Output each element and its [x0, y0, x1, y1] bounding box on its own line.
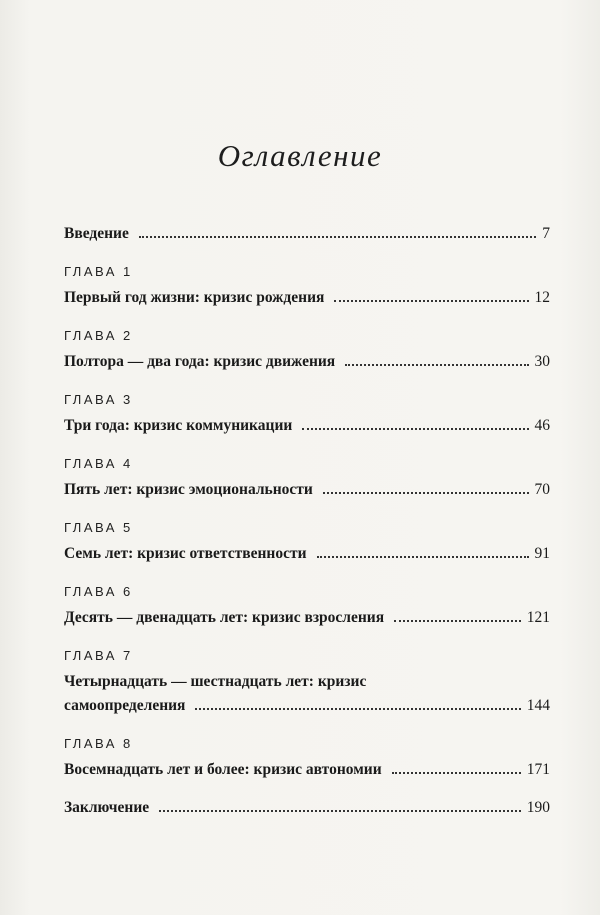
page-number: 91: [534, 545, 550, 562]
toc-entry-chapter-3[interactable]: [64, 414, 550, 438]
page-number: 30: [534, 353, 550, 370]
entry-title: Пять лет: кризис эмоциональности: [64, 481, 313, 498]
entry-title-line-1[interactable]: Четырнадцать — шестнадцать лет: кризис: [64, 673, 367, 690]
entry-title-line-2: самоопределения: [64, 697, 186, 714]
chapter-label-8: ГЛАВА 8: [64, 736, 133, 751]
entry-title: Восемнадцать лет и более: кризис автономии: [64, 761, 382, 778]
entry-title: Заключение: [64, 799, 150, 816]
chapter-label-3: ГЛАВА 3: [64, 392, 133, 407]
entry-title: Полтора — два года: кризис движения: [64, 353, 336, 370]
toc-entry-conclusion[interactable]: [64, 796, 550, 820]
entry-title: Первый год жизни: кризис рождения: [64, 289, 325, 306]
chapter-label-6: ГЛАВА 6: [64, 584, 133, 599]
entry-title: Введение: [64, 225, 129, 242]
toc-entry-introduction[interactable]: [64, 222, 550, 246]
entry-title: Три года: кризис коммуникации: [64, 417, 293, 434]
entry-title: Семь лет: кризис ответственности: [64, 545, 307, 562]
dot-leader: [195, 708, 520, 710]
page-title: Оглавление: [217, 138, 383, 173]
page-number: 12: [534, 289, 550, 306]
page-number: 7: [542, 225, 550, 242]
toc-entry-chapter-7[interactable]: [64, 694, 550, 718]
entry-title: Десять — двенадцать лет: кризис взросления: [64, 609, 385, 626]
page-number: 171: [526, 761, 550, 778]
toc-entry-chapter-4[interactable]: [64, 478, 550, 502]
dot-leader: [345, 364, 528, 366]
dot-leader: [394, 620, 521, 622]
toc-entry-chapter-2[interactable]: [64, 350, 550, 374]
dot-leader: [334, 300, 528, 302]
toc-entry-chapter-6[interactable]: [64, 606, 550, 630]
dot-leader: [317, 556, 529, 558]
chapter-label-1: ГЛАВА 1: [64, 264, 133, 279]
chapter-label-5: ГЛАВА 5: [64, 520, 133, 535]
chapter-label-2: ГЛАВА 2: [64, 328, 133, 343]
dot-leader: [302, 428, 528, 430]
dot-leader: [323, 492, 529, 494]
dot-leader: [159, 810, 521, 812]
dot-leader: [139, 236, 536, 238]
page-number: 70: [534, 481, 550, 498]
toc-entry-chapter-5[interactable]: [64, 542, 550, 566]
page-number: 46: [534, 417, 550, 434]
page-number: 121: [526, 609, 550, 626]
chapter-label-4: ГЛАВА 4: [64, 456, 133, 471]
dot-leader: [392, 772, 521, 774]
toc-entry-chapter-8[interactable]: [64, 758, 550, 782]
page-number: 144: [526, 697, 550, 714]
page-number: 190: [526, 799, 550, 816]
table-of-contents: [64, 222, 550, 820]
toc-entry-chapter-1[interactable]: [64, 286, 550, 310]
chapter-label-7: ГЛАВА 7: [64, 648, 133, 663]
